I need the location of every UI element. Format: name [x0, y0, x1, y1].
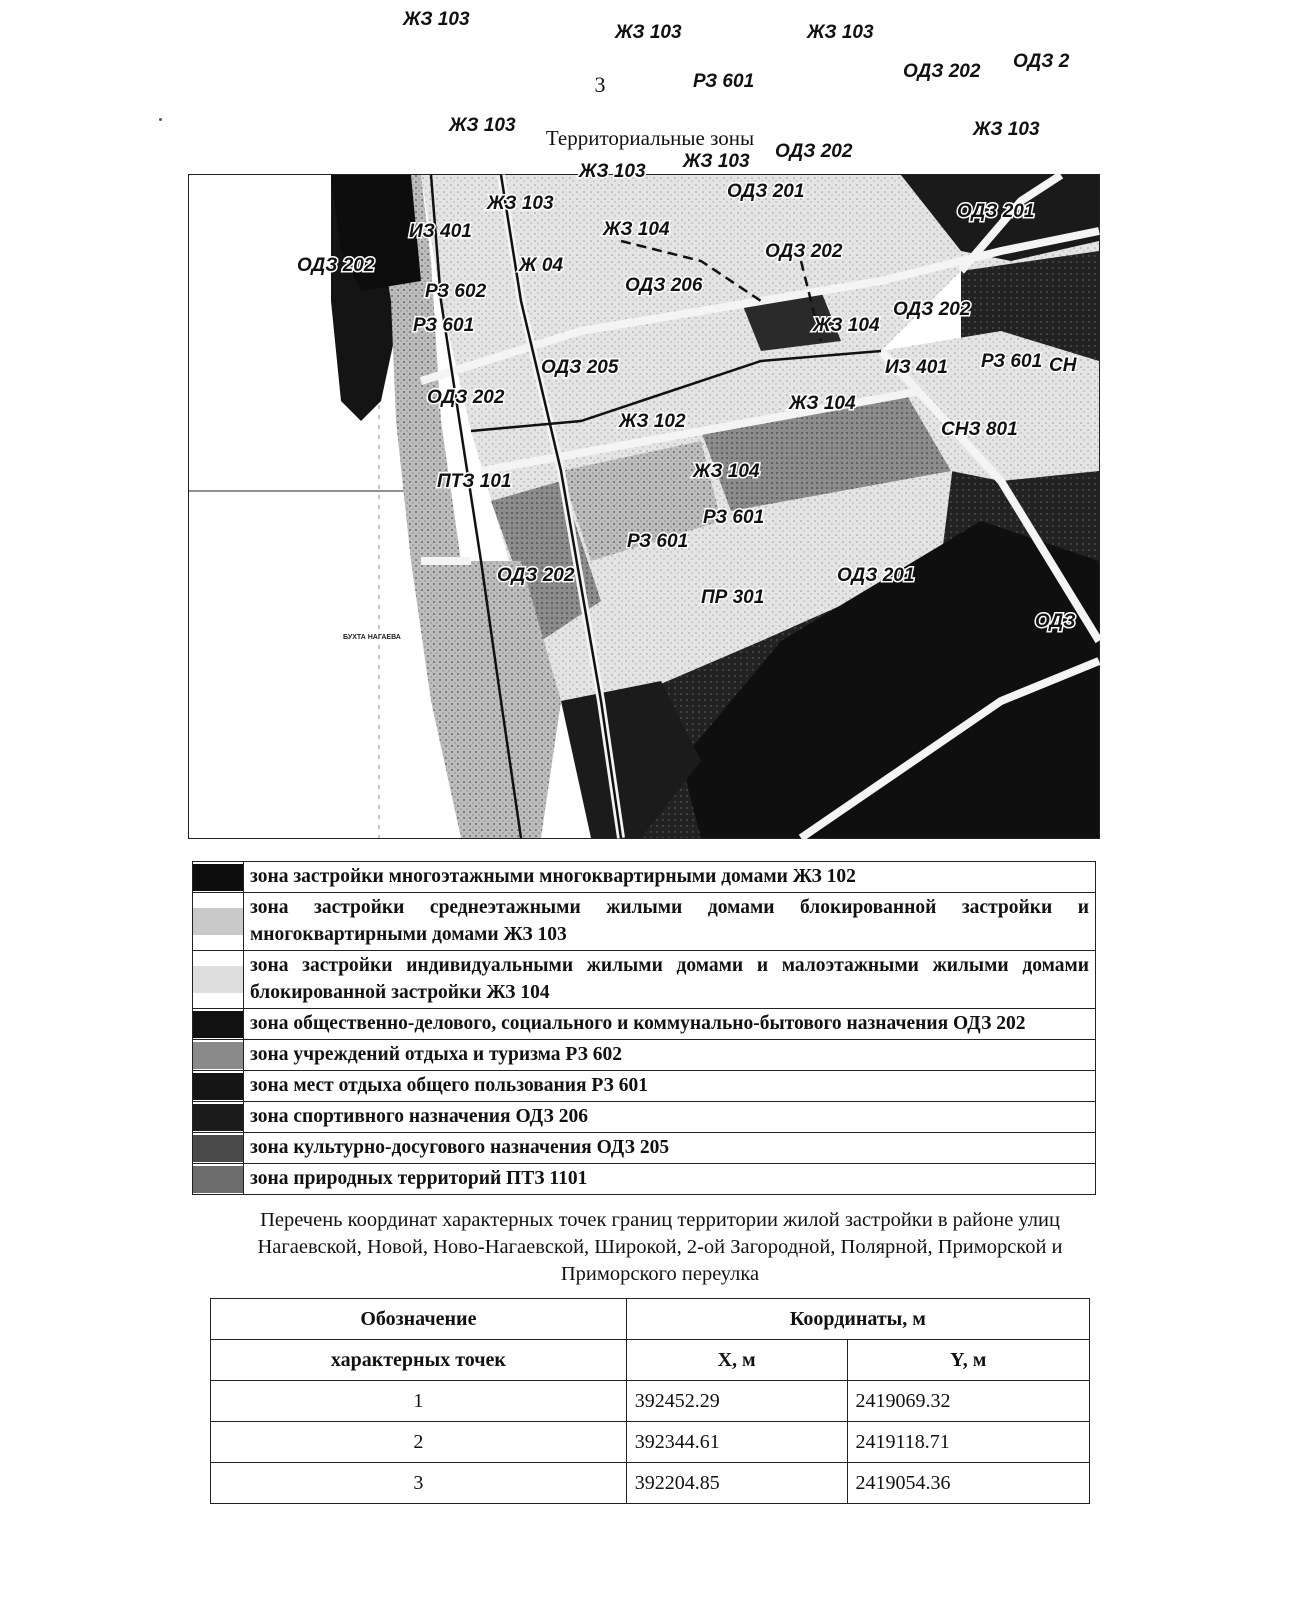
legend-row: [193, 1164, 1096, 1195]
zone-label: ЖЗ 103: [449, 115, 516, 136]
zone-label: РЗ 602: [425, 281, 487, 302]
scan-speck: [159, 118, 162, 121]
zone-label: ОДЗ 201: [957, 201, 1035, 222]
bay-label: БУХТА НАГАЕВА: [343, 634, 401, 641]
header-points: характерных точек: [211, 1340, 627, 1381]
coordinates-table: [210, 1298, 1090, 1504]
zone-label: РЗ 601: [413, 315, 475, 336]
zone-label: ЖЗ 104: [813, 315, 880, 336]
zone-label: ЖЗ 103: [807, 22, 874, 43]
zone-label: ЖЗ 103: [973, 119, 1040, 140]
zone-label: ЖЗ 103: [487, 193, 554, 214]
legend-swatch-fill: [193, 1042, 243, 1069]
legend-text: зона застройки многоэтажными многоквартирными домами ЖЗ 102: [244, 862, 1096, 893]
zone-label: ОДЗ 201: [727, 181, 805, 202]
legend-swatch: [193, 893, 244, 951]
zone-label: ОДЗ 201: [837, 565, 915, 586]
zone-label: ОДЗ 202: [765, 241, 843, 262]
zone-label: ОДЗ: [1035, 611, 1076, 632]
zone-label: ОДЗ 202: [775, 141, 853, 162]
legend-swatch-fill: [193, 1073, 243, 1100]
legend-row: [193, 1071, 1096, 1102]
zone-label: Ж 04: [519, 255, 564, 276]
zone-label: ЖЗ 104: [789, 393, 856, 414]
zone-label: ИЗ 401: [885, 357, 948, 378]
zone-label: ЖЗ 103: [683, 151, 750, 172]
page-number: 3: [594, 72, 606, 97]
legend-text: зона общественно-делового, социального и коммунально-бытового назначения ОДЗ 202: [244, 1009, 1096, 1040]
coord-x: 392344.61: [626, 1422, 847, 1463]
legend-row: [193, 951, 1096, 1009]
zone-label: ОДЗ 202: [903, 61, 981, 82]
coordinates-row: [211, 1463, 1090, 1504]
legend-swatch: [193, 1009, 244, 1040]
legend-swatch-fill: [193, 1011, 243, 1038]
zone-label: ЖЗ 103: [579, 161, 646, 182]
coord-y: 2419069.32: [847, 1381, 1089, 1422]
coord-y: 2419118.71: [847, 1422, 1089, 1463]
legend-text: зона застройки среднеэтажными жилыми домами блокированной застройки и многоквартирными домами ЖЗ 103: [244, 893, 1096, 951]
legend-text: зона мест отдыха общего пользования РЗ 601: [244, 1071, 1096, 1102]
point-number: 1: [211, 1381, 627, 1422]
legend-swatch-fill: [193, 864, 243, 891]
zone-label: РЗ 601: [627, 531, 689, 552]
zone-label: ЖЗ 103: [403, 9, 470, 30]
coord-x: 392452.29: [626, 1381, 847, 1422]
legend-text: зона природных территорий ПТЗ 1101: [244, 1164, 1096, 1195]
coord-x: 392204.85: [626, 1463, 847, 1504]
legend-swatch: [193, 1133, 244, 1164]
zone-legend: [192, 861, 1096, 1195]
legend-swatch: [193, 1164, 244, 1195]
zone-label: РЗ 601: [703, 507, 765, 528]
legend-row: [193, 1009, 1096, 1040]
legend-swatch-fill: [193, 1166, 243, 1193]
legend-swatch-fill: [193, 966, 243, 993]
point-number: 3: [211, 1463, 627, 1504]
coordinates-row: [211, 1381, 1090, 1422]
zone-label: СН: [1049, 355, 1077, 376]
coordinates-row: [211, 1422, 1090, 1463]
zone-label: СНЗ 801: [941, 419, 1018, 440]
legend-swatch-fill: [193, 1135, 243, 1162]
zone-label: РЗ 601: [693, 71, 755, 92]
legend-swatch: [193, 1102, 244, 1133]
legend-swatch-fill: [193, 1104, 243, 1131]
legend-swatch: [193, 1040, 244, 1071]
legend-swatch: [193, 1071, 244, 1102]
legend-swatch: [193, 862, 244, 893]
header-x: X, м: [626, 1340, 847, 1381]
legend-text: зона учреждений отдыха и туризма РЗ 602: [244, 1040, 1096, 1071]
zone-label: ОДЗ 206: [625, 275, 703, 296]
zone-label: ОДЗ 202: [497, 565, 575, 586]
zone-label: ОДЗ 202: [427, 387, 505, 408]
zone-label: ОДЗ 205: [541, 357, 619, 378]
header-y: Y, м: [847, 1340, 1089, 1381]
point-number: 2: [211, 1422, 627, 1463]
coordinates-intro: Перечень координат характерных точек границ территории жилой застройки в районе улиц Нагаевской, Новой, Ново-Нагаевской, Широкой, 2-ой Загородной, Полярной, Приморской и Приморского переулка: [257, 1209, 1063, 1285]
coord-y: 2419054.36: [847, 1463, 1089, 1504]
zone-label: ЖЗ 102: [619, 411, 686, 432]
zone-label: ЖЗ 103: [615, 22, 682, 43]
legend-row: [193, 862, 1096, 893]
zone-label: ИЗ 401: [409, 221, 472, 242]
legend-text: зона культурно-досугового назначения ОДЗ 205: [244, 1133, 1096, 1164]
zone-label: ЖЗ 104: [693, 461, 760, 482]
header-designation: Обозначение: [211, 1299, 627, 1340]
zone-label: ЖЗ 104: [603, 219, 670, 240]
legend-row: [193, 893, 1096, 951]
zone-label: ОДЗ 202: [893, 299, 971, 320]
legend-row: [193, 1133, 1096, 1164]
legend-swatch-fill: [193, 908, 243, 935]
legend-swatch: [193, 951, 244, 1009]
legend-text: зона спортивного назначения ОДЗ 206: [244, 1102, 1096, 1133]
page-title: Территориальные зоны: [545, 126, 755, 150]
legend-text: зона застройки индивидуальными жилыми домами и малоэтажными жилыми домами блокированной застройки ЖЗ 104: [244, 951, 1096, 1009]
legend-row: [193, 1040, 1096, 1071]
legend-row: [193, 1102, 1096, 1133]
zone-label: ПР 301: [701, 587, 765, 608]
header-coordinates: Координаты, м: [626, 1299, 1089, 1340]
zone-label: ОДЗ 2: [1013, 51, 1070, 72]
zone-label: ОДЗ 202: [297, 255, 375, 276]
zone-label: ПТЗ 101: [437, 471, 512, 492]
zone-label: РЗ 601: [981, 351, 1043, 372]
